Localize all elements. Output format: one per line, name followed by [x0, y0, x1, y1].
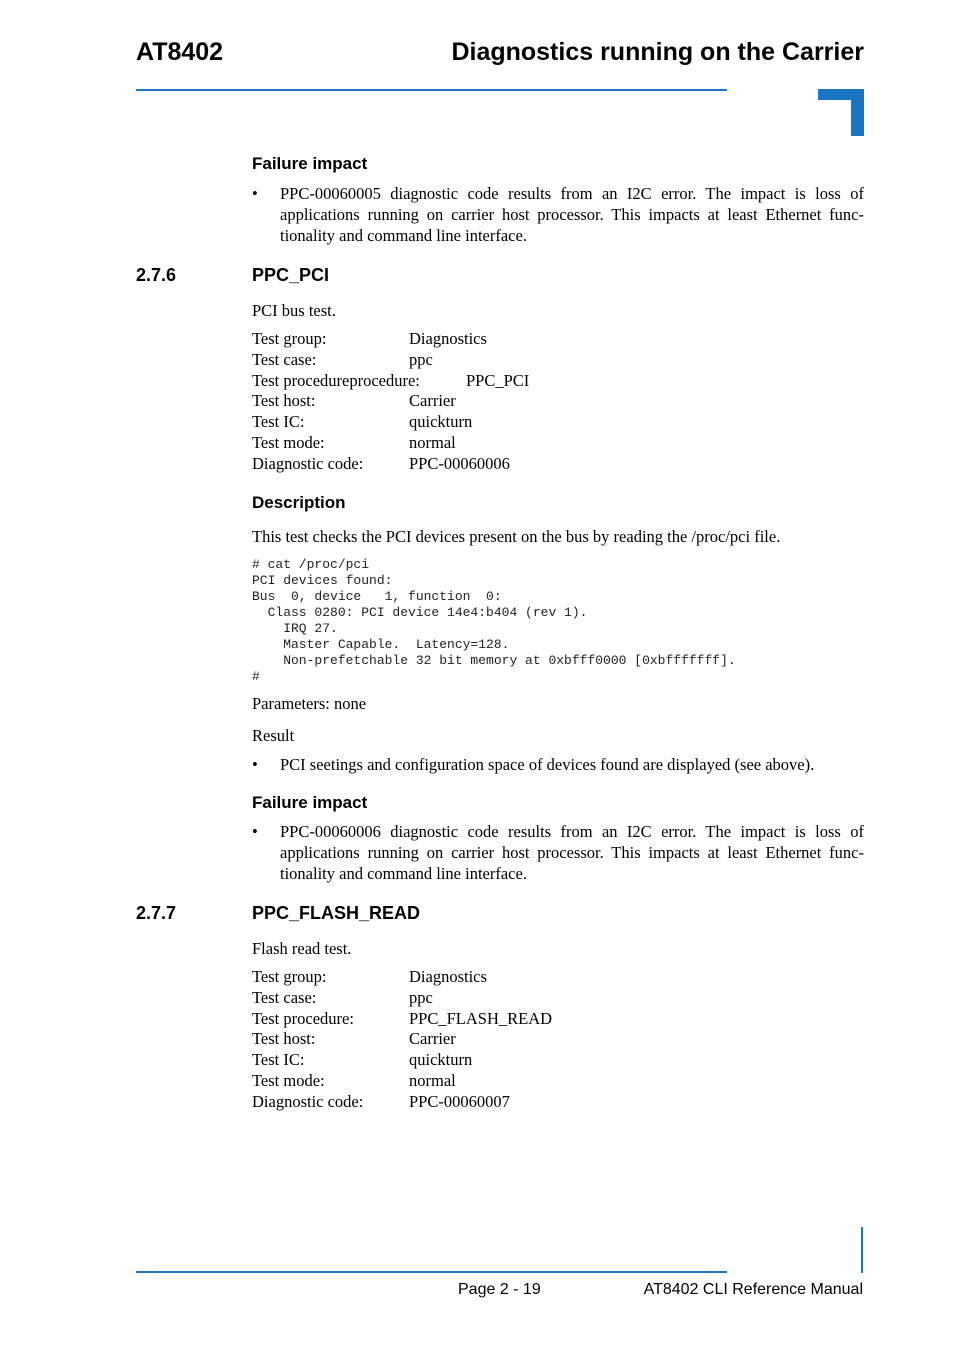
property-value: PPC_PCI [466, 370, 530, 390]
property-key: Test procedureprocedure: [252, 370, 420, 390]
property-value: PPC-00060007 [409, 1091, 510, 1111]
property-value: PPC_FLASH_READ [409, 1008, 553, 1028]
section-number: 2.7.7 [136, 903, 177, 923]
property-value: ppc [409, 349, 433, 369]
property-value: ppc [409, 987, 433, 1007]
description-text: This test checks the PCI devices present on the bus by reading the /proc/pci file. [252, 527, 781, 546]
property-value: normal [409, 432, 456, 452]
failure-impact-heading: Failure impact [252, 154, 368, 173]
property-key: Diagnostic code: [252, 453, 364, 473]
property-key: Test group: [252, 967, 327, 986]
property-key: Test IC: [252, 1050, 305, 1070]
parameters-text: Parameters: none [252, 694, 367, 713]
description-heading: Description [252, 493, 346, 512]
document-id: AT8402 [136, 38, 224, 66]
property-value: quickturn [409, 1050, 473, 1070]
bullet-glyph: • [252, 755, 258, 774]
bullet-glyph: • [252, 822, 258, 841]
property-key: Test procedure: [252, 1008, 354, 1028]
property-value: quickturn [409, 412, 473, 432]
section-intro: PCI bus test. [252, 301, 336, 320]
code-listing: # cat /proc/pci PCI devices found: Bus 0, device 1, function 0: Class 0280: PCI device 14e4:b404 (rev 1). IRQ 27. Master Capable. Latency=128. Non-prefetchable 32 bit memory at 0xbfff0000 [0xbfffffff]. # [252, 557, 736, 684]
header-rule [136, 89, 727, 91]
property-key: Test mode: [252, 1070, 325, 1090]
section-title: PPC_PCI [252, 265, 330, 285]
failure-impact-heading: Failure impact [252, 793, 368, 812]
property-value: PPC-00060006 [409, 453, 510, 473]
footer-rule [136, 1271, 727, 1273]
section-title: PPC_FLASH_READ [252, 903, 421, 923]
property-value: Carrier [409, 1029, 456, 1049]
property-key: Test group: [252, 329, 327, 348]
property-value: Carrier [409, 391, 456, 411]
result-text: PCI seetings and configuration space of devices found are displayed (see above). [280, 755, 815, 774]
chapter-title: Diagnostics running on the Carrier [451, 38, 864, 66]
property-value: normal [409, 1070, 456, 1090]
property-key: Test case: [252, 987, 317, 1007]
result-label: Result [252, 726, 295, 745]
bullet-glyph: • [252, 184, 258, 203]
page-number: Page 2 - 19 [458, 1281, 541, 1298]
property-value: Diagnostics [409, 329, 487, 348]
property-key: Test host: [252, 391, 316, 411]
property-key: Diagnostic code: [252, 1091, 364, 1111]
footer-corner-mark [861, 1227, 863, 1273]
manual-title: AT8402 CLI Reference Manual [643, 1281, 863, 1298]
property-key: Test host: [252, 1029, 316, 1049]
property-key: Test case: [252, 349, 317, 369]
section-intro: Flash read test. [252, 939, 352, 958]
failure-impact-text: PPC-00060005 diagnostic code results from an I2C error. The impact is loss of applications running on carrier host processor. This impacts at least Ethernet func-tionality and command line interface. [280, 184, 864, 245]
property-key: Test IC: [252, 412, 305, 432]
section-number: 2.7.6 [136, 265, 177, 285]
failure-impact-text: PPC-00060006 diagnostic code results from an I2C error. The impact is loss of applications running on carrier host processor. This impacts at least Ethernet func-tionality and command line interface. [280, 822, 864, 883]
property-key: Test mode: [252, 432, 325, 452]
property-value: Diagnostics [409, 967, 487, 986]
header-corner-mark-vertical [851, 89, 864, 136]
